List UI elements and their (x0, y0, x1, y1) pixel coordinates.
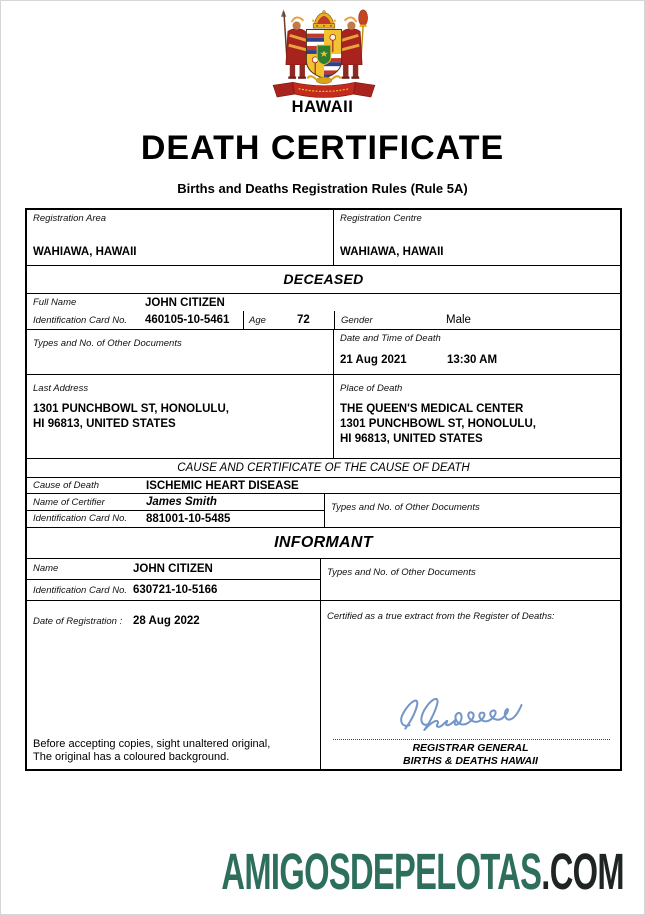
registration-row (27, 210, 620, 265)
certification-statement: Certified as a true extract from the Register of Deaths: (327, 611, 555, 623)
gender-value: Male (446, 314, 471, 327)
gender-label: Gender (341, 314, 373, 326)
full-name-row (27, 294, 620, 311)
registrar-office: BIRTHS & DEATHS HAWAII (403, 755, 538, 768)
certifier-id-value: 881001-10-5485 (146, 512, 231, 525)
certifier-name-label: Name of Certifier (33, 496, 105, 508)
signature-line (333, 739, 610, 740)
id-card-label: Identification Card No. (33, 314, 127, 326)
id-card-cell (27, 311, 243, 329)
informant-name-value: JOHN CITIZEN (133, 562, 213, 575)
cause-of-death-row (27, 477, 620, 493)
informant-name-label: Name (33, 563, 59, 575)
shield-icon (306, 30, 341, 79)
deceased-section-header (27, 265, 620, 294)
full-name-value: JOHN CITIZEN (145, 296, 225, 309)
death-datetime-cell (334, 330, 620, 374)
age-label: Age (249, 314, 266, 326)
registration-date-row (33, 615, 316, 627)
registration-centre-value: WAHIAWA, HAWAII (340, 245, 444, 258)
informant-other-docs-label: Types and No. of Other Documents (327, 566, 476, 578)
ribbon-banner-icon (273, 82, 375, 97)
id-age-gender-row (27, 311, 620, 329)
informant-name-row (27, 559, 320, 579)
crown-icon (312, 11, 336, 29)
document-subtitle: Births and Deaths Registration Rules (Rule 5A) (177, 181, 468, 196)
registrar-title: REGISTRAR GENERAL (412, 742, 529, 755)
certifier-id-row (27, 510, 324, 527)
registration-date-value: 28 Aug 2022 (133, 615, 200, 628)
registration-date-cell (27, 601, 321, 769)
registration-area-value: WAHIAWA, HAWAII (33, 245, 137, 258)
informant-id-value: 630721-10-5166 (133, 584, 218, 597)
place-of-death-value (340, 402, 616, 447)
place-of-death-line2: 1301 PUNCHBOWL ST, HONOLULU, (340, 418, 536, 431)
informant-section-header (27, 527, 620, 558)
cause-of-death-value: ISCHEMIC HEART DISEASE (146, 479, 299, 492)
document-title: DEATH CERTIFICATE (140, 129, 505, 167)
deceased-section-title: DECEASED (283, 271, 364, 288)
left-warrior-icon (281, 9, 309, 78)
cause-of-death-label: Cause of Death (33, 480, 100, 492)
hawaii-coat-of-arms-icon (258, 8, 390, 98)
death-date-value: 21 Aug 2021 (340, 354, 407, 367)
place-of-death-cell (334, 375, 620, 458)
certifier-id-label: Identification Card No. (33, 513, 127, 525)
last-address-cell (27, 375, 334, 458)
registrar-caption (321, 742, 620, 768)
age-cell (243, 311, 334, 329)
registrar-signature-icon (391, 689, 551, 737)
gender-cell (334, 311, 620, 329)
informant-id-label: Identification Card No. (33, 584, 127, 596)
place-of-death-line3: HI 96813, UNITED STATES (340, 433, 483, 446)
full-name-label: Full Name (33, 297, 77, 309)
bottom-block (27, 600, 620, 769)
age-value: 72 (297, 314, 310, 327)
last-address-label: Last Address (33, 383, 89, 395)
footnote (33, 738, 270, 764)
base-ornament-icon (307, 76, 340, 84)
death-time-value: 13:30 AM (447, 354, 498, 367)
informant-id-row (27, 579, 320, 600)
certifier-other-docs-cell (325, 494, 620, 527)
watermark-brand (221, 843, 624, 900)
registration-date-label: Date of Registration : (33, 615, 123, 627)
deceased-name-block (27, 293, 620, 329)
last-address-line2: HI 96813, UNITED STATES (33, 418, 176, 431)
registration-area-cell (27, 210, 334, 265)
cause-section-title: CAUSE AND CERTIFICATE OF THE CAUSE OF DEATH (177, 462, 470, 475)
other-docs-label: Types and No. of Other Documents (33, 338, 182, 350)
certifier-other-docs-label: Types and No. of Other Documents (331, 502, 480, 514)
address-row (27, 374, 620, 458)
registration-area-label: Registration Area (33, 213, 107, 224)
right-warrior-icon (339, 10, 368, 79)
last-address-line1: 1301 PUNCHBOWL ST, HONOLULU, (33, 403, 229, 416)
place-of-death-label: Place of Death (340, 383, 403, 395)
informant-name-block (27, 558, 620, 601)
cause-section-header (27, 458, 620, 477)
death-datetime-label: Date and Time of Death (340, 333, 441, 345)
last-address-value (33, 402, 329, 432)
registration-centre-cell (334, 210, 620, 265)
footnote-line1: Before accepting copies, sight unaltered original, (33, 737, 271, 750)
certificate-table (25, 208, 622, 771)
watermark-brand-name: AMIGOSDEPELOTAS (221, 843, 542, 900)
certifier-block (27, 493, 620, 527)
informant-other-docs-cell (321, 559, 620, 601)
certifier-name-row (27, 494, 324, 510)
id-card-value: 460105-10-5461 (145, 314, 230, 327)
state-name: HAWAII (291, 98, 354, 116)
certifier-left-cell (27, 494, 325, 527)
registration-centre-label: Registration Centre (340, 213, 422, 224)
certification-cell (321, 601, 620, 769)
place-of-death-line1: THE QUEEN'S MEDICAL CENTER (340, 403, 524, 416)
informant-section-title: INFORMANT (274, 533, 373, 551)
watermark-tld: .COM (541, 843, 624, 900)
datetime-row (27, 329, 620, 374)
footnote-line2: The original has a coloured background. (33, 750, 230, 763)
certifier-name-value: James Smith (146, 496, 217, 509)
informant-left-cell (27, 559, 321, 601)
other-docs-cell (27, 330, 334, 374)
